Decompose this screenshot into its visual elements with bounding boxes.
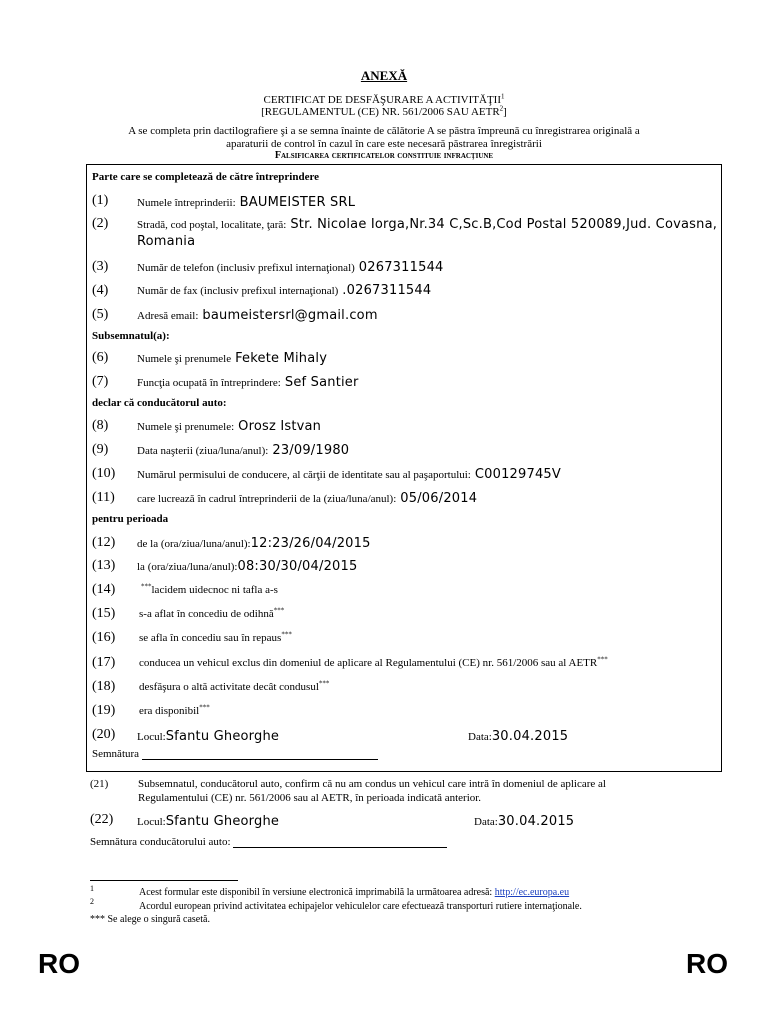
driver-name-row [137,417,321,435]
row-number: (3) [92,259,109,274]
regulation-title: [REGULAMENTUL (CE) NR. 561/2006 SAU AETR$^2$] [261,104,507,118]
signer-function-value: Sef Santier [284,375,359,390]
instructions-line-1: A se completa prin dactilografiere şi a se semna înainte de călătorie A se păstra împreună cu înregistrarea originală a [128,125,640,137]
row-number: (9) [92,442,109,457]
driver-date-label: Data: [474,816,498,828]
row-number: (5) [92,307,109,322]
date-label: Data: [468,731,492,743]
license-label: Numărul permisului de conducere, al cărţii de identitate sau al paşaportului: [137,469,471,481]
company-name-value: BAUMEISTER SRL [239,195,356,210]
email-row [137,306,378,324]
email-label: Adresă email: [137,310,199,322]
driver-place-value: Sfantu Gheorghe [165,814,280,829]
footnote-1-mark: 1 [90,884,94,893]
forgery-warning: Falsificarea certificatelor constituie infracţiune [274,150,494,161]
signer-name-row [137,349,327,367]
undersigned-heading: Subsemnatul(a): [92,330,170,342]
company-section-heading: Parte care se completează de către întreprindere [92,171,320,183]
place-row [137,727,279,745]
page-title: ANEXĂ [360,68,408,83]
period-from-value: 12:23/26/04/2015 [250,536,371,551]
signer-function-label: Funcţia ocupată în întreprindere: [137,377,281,389]
driver-declaration-heading: declar că conducătorul auto: [92,397,227,409]
place-value: Sfantu Gheorghe [165,729,280,744]
address-value: Str. Nicolae Iorga,Nr.34 C,Sc.B,Cod Postal 520089,Jud. Covasna, [290,217,718,232]
row-number: (20) [92,727,116,742]
phone-row [137,258,444,276]
birth-date-label: Data naşterii (ziua/luna/anul): [137,445,269,457]
europa-link[interactable]: http://ec.europa.eu [494,887,570,898]
row-number: (2) [92,216,109,231]
option-18[interactable]: desfăşura o altă activitate decât condusul*** [139,679,330,693]
period-from-label: de la (ora/ziua/luna/anul): [137,538,251,550]
email-value: baumeistersrl@gmail.com [202,308,378,323]
period-heading: pentru perioada [92,513,169,525]
license-row [137,465,561,483]
row-number: (6) [92,350,109,365]
certificate-title: CERTIFICAT DE DESFĂŞURARE A ACTIVITĂŢII$^1$ [263,92,505,106]
address-row [137,215,717,233]
birth-date-value: 23/09/1980 [272,443,350,458]
row-number: (19) [92,703,116,718]
row-number: (13) [92,558,116,573]
footnote-separator [90,880,238,881]
driver-signature-field[interactable]: Semnătura conducătorului auto: [90,836,447,848]
row-number: (21) [90,778,109,790]
row-number: (10) [92,466,116,481]
signer-name-label: Numele şi prenumele [137,353,232,365]
footnote-2: Acordul european privind activitatea echipajelor vehiculelor care efectuează transporturi rutiere internaţionale. [139,901,582,912]
option-16[interactable]: se afla în concediu sau în repaus*** [139,630,292,644]
driver-place-label: Locul: [137,816,166,828]
period-to-label: la (ora/ziua/luna/anul): [137,561,238,573]
fax-label: Număr de fax (inclusiv prefixul internaţional) [137,285,339,297]
driver-place-row [137,812,279,830]
driver-date-row [474,812,574,830]
footnote-3: *** Se alege o singură casetă. [90,914,210,925]
instructions-line-2: aparaturii de control în cazul în care este necesară păstrarea înregistrării [226,138,542,150]
driver-name-label: Numele şi prenumele: [137,421,235,433]
driver-name-value: Orosz Istvan [238,419,322,434]
footnote-1: Acest formular este disponibil în versiune electronică imprimabilă la următoarea adresă: http://ec.europa.eu [139,887,570,898]
phone-value: 0267311544 [358,260,444,275]
address-country-value: Romania [137,234,196,249]
option-17[interactable]: conducea un vehicul exclus din domeniul de aplicare al Regulamentului (CE) nr. 561/2006 sau al AETR*** [139,655,608,669]
row-number: (7) [92,374,109,389]
signer-function-row [137,373,359,391]
language-code-right: RO [686,948,728,979]
driver-date-value: 30.04.2015 [497,814,575,829]
row-number: (17) [92,655,116,670]
fax-value: .0267311544 [342,283,432,298]
signer-name-value: Fekete Mihaly [235,351,328,366]
company-name-label: Numele întreprinderii: [137,197,236,209]
footnote-2-mark: 2 [90,897,94,906]
option-15[interactable]: s-a aflat în concediu de odihnă*** [139,606,285,620]
row-number: (14) [92,582,116,597]
row-number: (15) [92,606,116,621]
signature-field[interactable]: Semnătura [92,748,378,760]
period-to-value: 08:30/30/04/2015 [237,559,358,574]
fax-row [137,281,431,299]
row-number: (11) [92,490,115,505]
phone-label: Număr de telefon (inclusiv prefixul internaţional) [137,262,355,274]
period-to-row [137,557,357,575]
option-19[interactable]: era disponibil*** [139,703,210,717]
signature-line [142,749,378,760]
license-value: C00129745V [474,467,561,482]
row-number: (4) [92,283,109,298]
option-14[interactable]: ***lacidem uidecnoc ni tafla a-s [141,582,278,596]
employment-start-label: care lucrează în cadrul întreprinderii de la (ziua/luna/anul): [137,493,397,505]
row-number: (18) [92,679,116,694]
row-number: (12) [92,535,116,550]
row-number: (22) [90,812,114,827]
company-name-row [137,193,355,211]
language-code-left: RO [38,948,80,979]
employment-start-row [137,489,477,507]
driver-confirmation-line-2: Regulamentului (CE) nr. 561/2006 sau al AETR, în perioada indicată anterior. [138,792,482,804]
period-from-row [137,534,371,552]
address-label: Stradă, cod poştal, localitate, ţară: [137,219,287,231]
driver-signature-line [233,837,447,848]
date-value: 30.04.2015 [491,729,569,744]
row-number: (16) [92,630,116,645]
date-row [468,727,568,745]
employment-start-value: 05/06/2014 [400,491,478,506]
row-number: (1) [92,193,109,208]
birth-date-row [137,441,349,459]
row-number: (8) [92,418,109,433]
place-label: Locul: [137,731,166,743]
driver-confirmation-line-1: Subsemnatul, conducătorul auto, confirm că nu am condus un vehicul care intră în domeniul de aplicare al [138,778,606,790]
